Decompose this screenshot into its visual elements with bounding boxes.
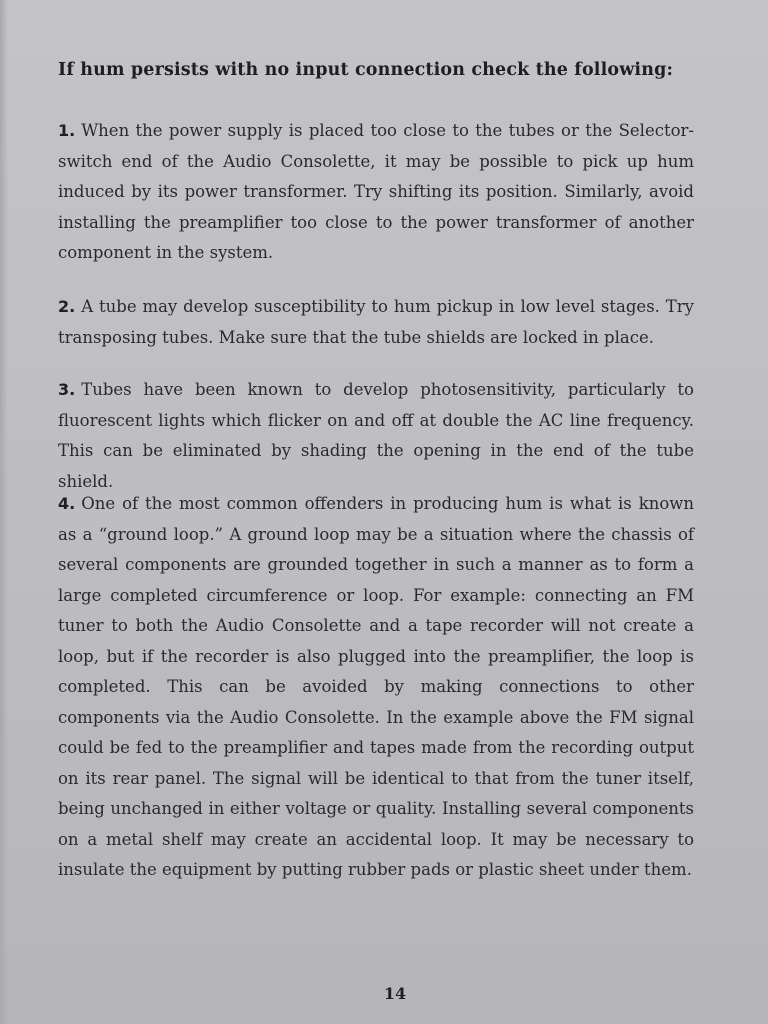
- page-number: 14: [383, 984, 407, 1003]
- item-text: Tubes have been known to develop photosensitivity, particularly to fluorescent lights which flicker on and off at double the AC line frequency. This can be eliminated by shading the opening in the end of the tube shield.: [58, 380, 694, 491]
- item-text: A tube may develop susceptibility to hum pickup in low level stages. Try transposing tubes. Make sure that the tube shields are locked in place.: [58, 297, 694, 347]
- section-heading: If hum persists with no input connection check the following:: [58, 60, 674, 80]
- item-number: 2.: [58, 297, 76, 316]
- item-number: 3.: [58, 380, 76, 399]
- list-item: [58, 375, 694, 497]
- item-text: One of the most common offenders in producing hum is what is known as a “ground loop.” A ground loop may be a situation where the chassis of several components are grounded together in such a manner as to form a large completed circumference or loop. For example: connecting an FM tuner to both the Audio Consolette and a tape recorder will not create a loop, but if the recorder is also plugged into the preamplifier, the loop is completed. This can be avoided by making connections to other components via the Audio Consolette. In the example above the FM signal could be fed to the preamplifier and tapes made from the recording output on its rear panel. The signal will be identical to that from the tuner itself, being unchanged in either voltage or quality. Installing several components on a metal shelf may create an accidental loop. It may be necessary to insulate the equipment by putting rubber pads or plastic sheet under them.: [58, 494, 694, 879]
- page-shadow-edge: [0, 0, 8, 1024]
- item-text: When the power supply is placed too close to the tubes or the Selector-switch end of the Audio Consolette, it may be possible to pick up hum induced by its power transformer. Try shifting its position. Similarly, avoid installing the preamplifier too close to the power transformer of another component in the system.: [58, 121, 694, 262]
- item-number: 1.: [58, 121, 76, 140]
- list-item: [58, 116, 694, 269]
- item-number: 4.: [58, 494, 76, 513]
- list-item: [58, 489, 694, 886]
- list-item: [58, 292, 694, 353]
